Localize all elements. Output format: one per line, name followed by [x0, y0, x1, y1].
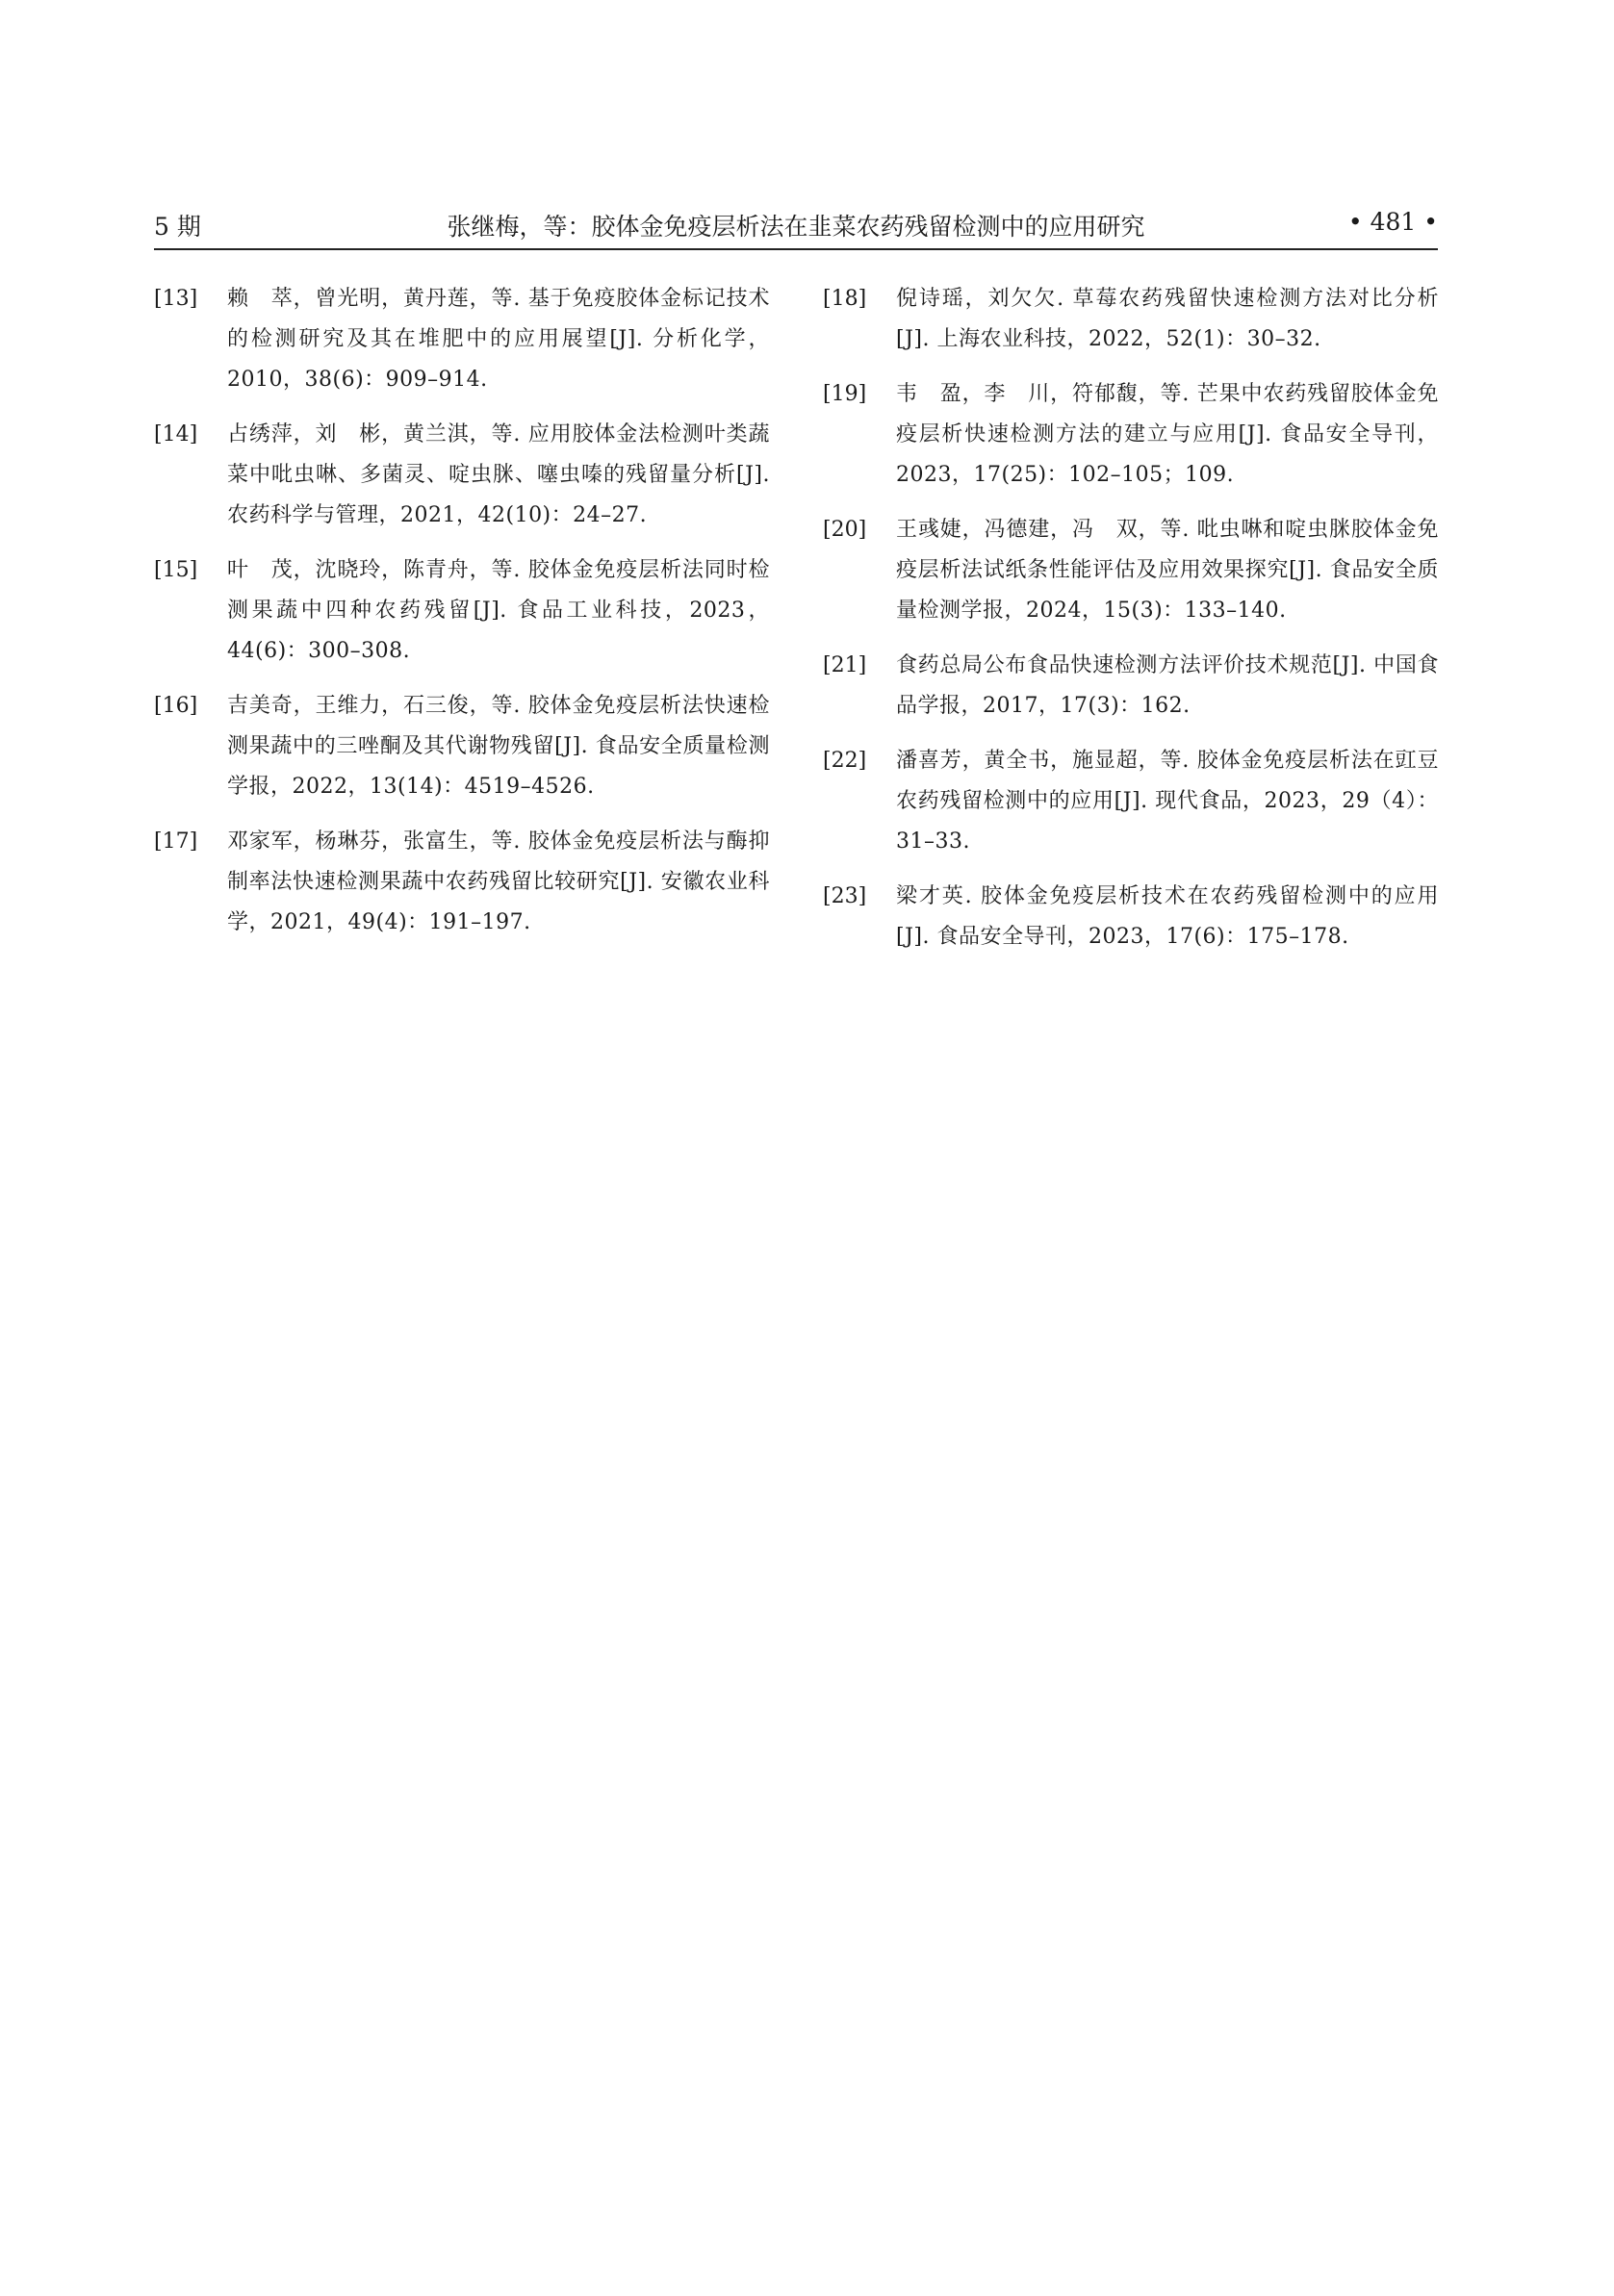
reference-number: [13] [154, 287, 198, 311]
reference-text: 王彧婕，冯德建，冯 双，等. 吡虫啉和啶虫脒胶体金免疫层析法试纸条性能评估及应用效果探究[J]. 食品安全质量检测学报，2024，15(3)：133–140. [896, 518, 1439, 623]
reference-item [823, 877, 1439, 957]
reference-item [154, 686, 770, 807]
reference-item [823, 646, 1439, 727]
running-header [154, 206, 1438, 250]
reference-item [823, 741, 1439, 862]
reference-item [154, 822, 770, 943]
reference-item [823, 510, 1439, 631]
reference-number: [22] [823, 749, 867, 773]
reference-number: [16] [154, 694, 198, 718]
reference-text: 韦 盈，李 川，符郁馥，等. 芒果中农药残留胶体金免疫层析快速检测方法的建立与应用[J]. 食品安全导刊，2023，17(25)：102–105；109. [896, 382, 1439, 487]
reference-item [823, 279, 1439, 360]
issue-number: 5 期 [154, 213, 201, 241]
references-left-column [154, 279, 770, 957]
reference-item [823, 374, 1439, 496]
reference-text: 梁才英. 胶体金免疫层析技术在农药残留检测中的应用[J]. 食品安全导刊，2023，17(6)：175–178. [896, 884, 1439, 949]
reference-text: 潘喜芳，黄全书，施显超，等. 胶体金免疫层析法在豇豆农药残留检测中的应用[J]. 现代食品，2023，29（4）：31–33. [896, 749, 1439, 854]
reference-number: [18] [823, 287, 867, 311]
reference-number: [19] [823, 382, 867, 406]
page-number: • 481 • [1347, 208, 1438, 236]
reference-text: 占绣萍，刘 彬，黄兰淇，等. 应用胶体金法检测叶类蔬菜中吡虫啉、多菌灵、啶虫脒、噻虫嗪的残留量分析[J]. 农药科学与管理，2021，42(10)：24–27. [227, 422, 770, 527]
reference-text: 吉美奇，王维力，石三俊，等. 胶体金免疫层析法快速检测果蔬中的三唑酮及其代谢物残留[J]. 食品安全质量检测学报，2022，13(14)：4519–4526. [227, 694, 770, 799]
reference-number: [15] [154, 558, 198, 582]
references-right-column [823, 279, 1439, 972]
reference-number: [14] [154, 422, 198, 446]
reference-number: [21] [823, 653, 867, 677]
reference-item [154, 279, 770, 400]
reference-text: 叶 茂，沈晓玲，陈青舟，等. 胶体金免疫层析法同时检测果蔬中四种农药残留[J]. 食品工业科技，2023，44(6)：300–308. [227, 558, 770, 663]
running-title: 张继梅，等：胶体金免疫层析法在韭菜农药残留检测中的应用研究 [447, 213, 1145, 241]
reference-item [154, 550, 770, 672]
reference-text: 赖 萃，曾光明，黄丹莲，等. 基于免疫胶体金标记技术的检测研究及其在堆肥中的应用展望[J]. 分析化学，2010，38(6)：909–914. [227, 287, 770, 392]
reference-number: [17] [154, 829, 198, 854]
reference-text: 食药总局公布食品快速检测方法评价技术规范[J]. 中国食品学报，2017，17(3)：162. [896, 653, 1439, 718]
reference-text: 倪诗瑶，刘欠欠. 草莓农药残留快速检测方法对比分析[J]. 上海农业科技，2022，52(1)：30–32. [896, 287, 1439, 351]
reference-number: [20] [823, 518, 867, 542]
reference-text: 邓家军，杨琳芬，张富生，等. 胶体金免疫层析法与酶抑制率法快速检测果蔬中农药残留比较研究[J]. 安徽农业科学，2021，49(4)：191–197. [227, 829, 770, 934]
reference-number: [23] [823, 884, 867, 908]
reference-item [154, 415, 770, 536]
